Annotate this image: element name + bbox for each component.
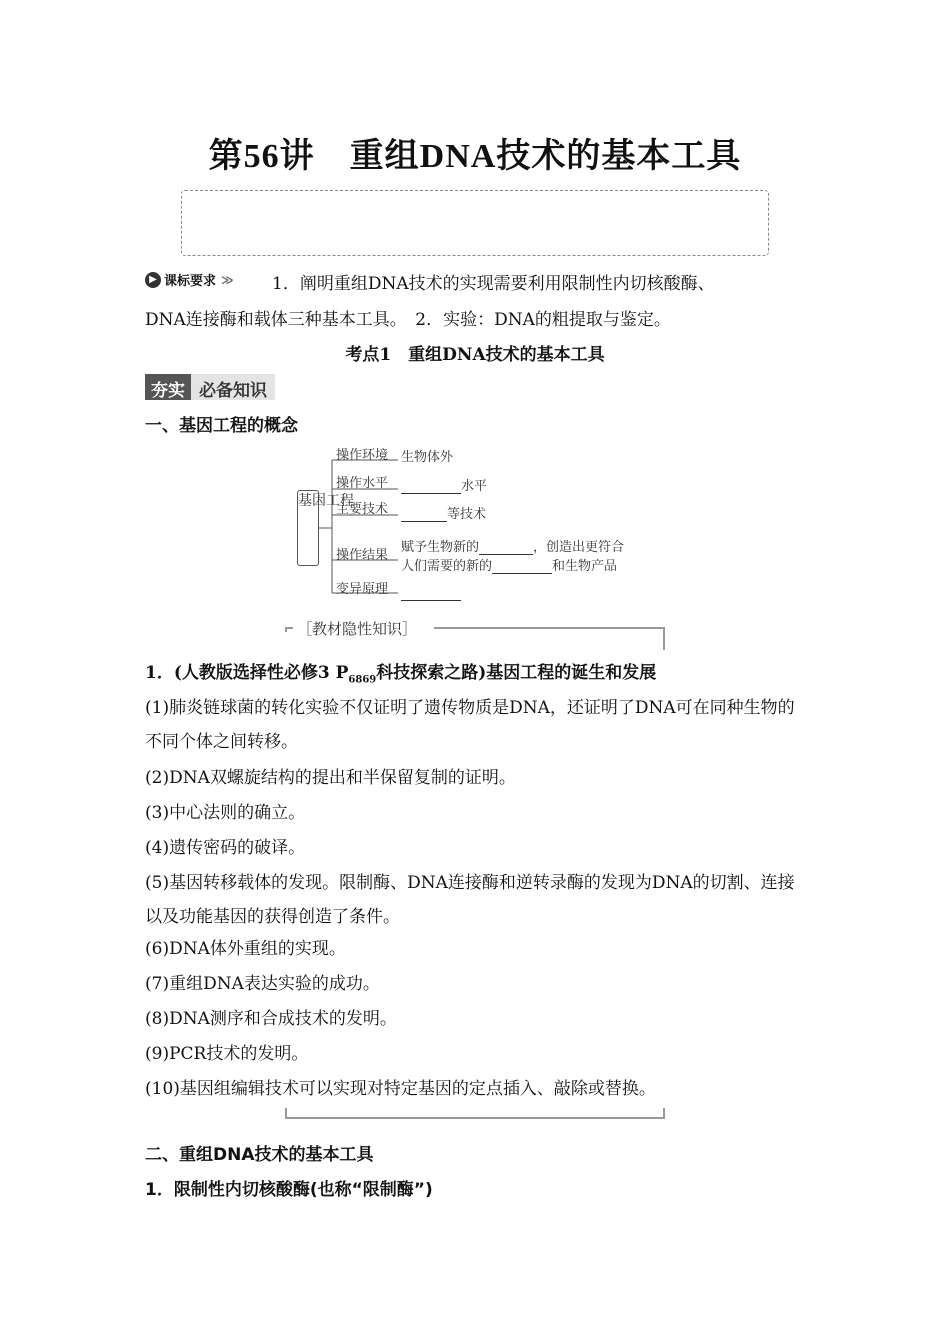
requirements-line1: 1．阐明重组DNA技术的实现需要利用限制性内切核酸酶、	[272, 274, 715, 294]
diagram-label-result: 操作结果	[336, 548, 389, 563]
play-icon: ▶	[145, 272, 161, 288]
section1-heading: 一、基因工程的概念	[145, 416, 298, 436]
history-item: (3)中心法则的确立。	[145, 803, 306, 823]
history-item: (7)重组DNA表达实验的成功。	[145, 974, 380, 994]
history-heading-sub: 6869	[348, 674, 377, 686]
diagram-label-level: 操作水平	[336, 476, 389, 491]
topic-heading: 考点1 重组DNA技术的基本工具	[345, 345, 605, 365]
empty-dashed-box	[181, 190, 769, 256]
history-item: (10)基因组编辑技术可以实现对特定基因的定点插入、敲除或替换。	[145, 1079, 656, 1099]
result-line2-pre: 人们需要的新的	[401, 559, 493, 574]
requirements-badge-label: 课标要求	[164, 274, 217, 289]
knowledge-box-label: ［教材隐性知识］	[293, 618, 421, 639]
blank	[401, 479, 461, 494]
diagram-value-tech	[401, 503, 486, 522]
section-tag-light: 必备知识	[191, 374, 275, 400]
diagram-value-level-text: 水平	[461, 479, 488, 494]
result-line1-pre: 赋予生物新的	[401, 540, 480, 555]
history-heading-post: 科技探索之路)基因工程的诞生和发展	[376, 663, 657, 683]
blank	[479, 540, 533, 555]
result-line1-post: ，创造出更符合	[533, 540, 625, 555]
requirements-badge	[145, 270, 234, 289]
blank	[492, 559, 552, 574]
diagram-value-env: 生物体外	[401, 450, 454, 465]
history-item: (1)肺炎链球菌的转化实验不仅证明了遗传物质是DNA，还证明了DNA可在同种生物的不同个体之间转移。	[145, 698, 795, 752]
diagram-value-level	[401, 475, 487, 494]
blank	[401, 507, 447, 522]
history-item: (6)DNA体外重组的实现。	[145, 939, 346, 959]
section-tag	[145, 374, 275, 400]
diagram-value-principle-blank	[401, 600, 461, 601]
diagram-value-result-1	[401, 536, 624, 555]
history-item: (9)PCR技术的发明。	[145, 1044, 309, 1064]
history-item: (8)DNA测序和合成技术的发明。	[145, 1009, 397, 1029]
history-heading-pre: 1．(人教版选择性必修3 P	[145, 663, 349, 683]
history-item: (2)DNA双螺旋结构的提出和半保留复制的证明。	[145, 768, 516, 788]
double-chevron-icon: ≫	[221, 272, 234, 287]
page-title: 第56讲 重组DNA技术的基本工具	[208, 138, 742, 175]
requirements-line2: DNA连接酶和载体三种基本工具。 2．实验：DNA的粗提取与鉴定。	[145, 310, 671, 330]
section2-heading: 二、重组DNA技术的基本工具	[145, 1145, 374, 1165]
diagram-root-label: 基因工程	[298, 493, 354, 509]
diagram-label-principle: 变异原理	[336, 582, 389, 597]
sub1-heading: 1．限制性内切核酸酶(也称“限制酶”)	[145, 1180, 433, 1200]
history-item: (4)遗传密码的破译。	[145, 838, 306, 858]
diagram-label-env: 操作环境	[336, 448, 389, 463]
result-line2-post: 和生物产品	[552, 559, 618, 574]
history-item: (5)基因转移载体的发现。限制酶、DNA连接酶和逆转录酶的发现为DNA的切割、连接以及功能基因的获得创造了条件。	[145, 873, 795, 927]
diagram-value-result-2	[401, 555, 617, 574]
diagram-value-tech-text: 等技术	[447, 507, 487, 522]
diagram-label-tech: 主要技术	[336, 502, 389, 517]
section-tag-dark: 夯实	[145, 374, 191, 400]
diagram-root	[297, 490, 354, 566]
